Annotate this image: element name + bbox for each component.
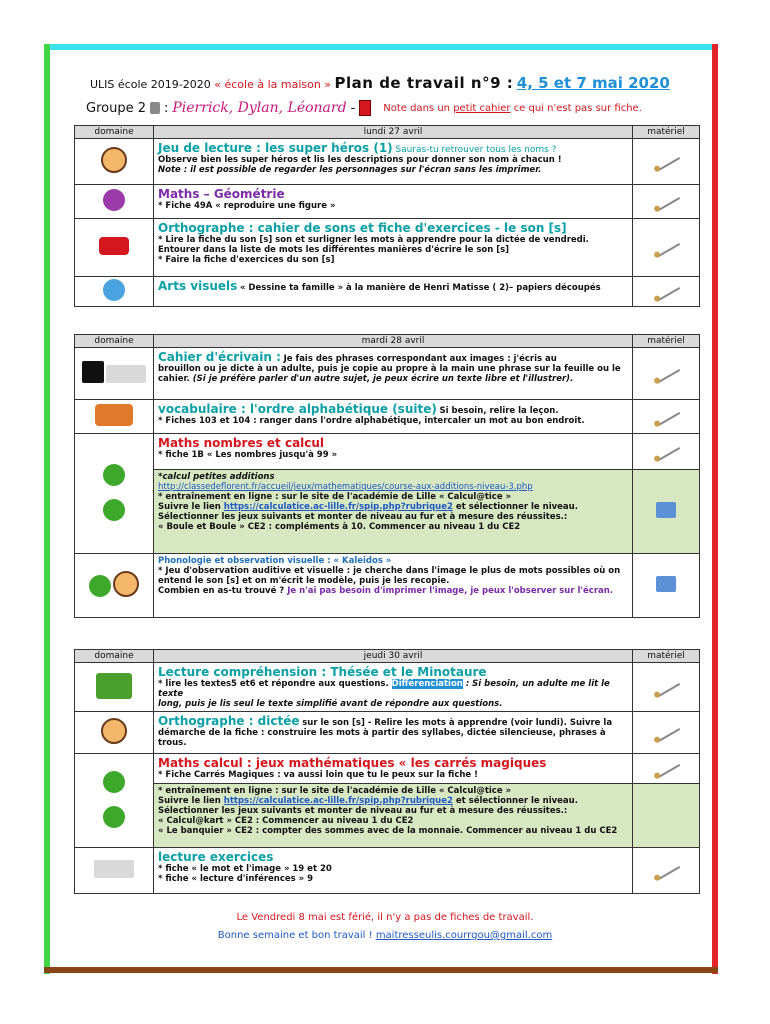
table-header-row	[75, 650, 700, 663]
top-border	[44, 44, 718, 50]
activity-line: Si besoin, relire la leçon.	[439, 406, 559, 416]
activity-line: Suivre le lien	[158, 502, 221, 512]
activity-line: « Le banquier » CE2 : compter des sommes avec de la monnaie. Commencer au niveau 1 du CE2	[158, 826, 618, 836]
table-row	[75, 712, 700, 754]
activity-title: Orthographe : cahier de sons et fiche d'exercices - le son [s]	[158, 221, 567, 235]
activity-line: brouillon ou je dicte à un adulte, puis je copie au propre à la main une phrase sur la feuille ou le	[158, 364, 621, 374]
activity-line: entend le son [s] et on m'écrit le modèle, puis je les recopie.	[158, 576, 450, 586]
activity-line: * Jeu d'observation auditive et visuelle : je cherche dans l'image le plus de mots possibles où on	[158, 566, 621, 576]
activity-line: * Fiche Carrés Magiques : va aussi loin que tu le peux sur la fiche !	[158, 770, 479, 780]
math-apple-icon	[103, 771, 125, 793]
day-label: mardi 28 avril	[154, 335, 633, 348]
activity-title: Lecture compréhension : Thésée et le Minotaure	[158, 665, 487, 679]
table-row	[75, 848, 700, 894]
differenciation-highlight: Différenciation	[391, 679, 463, 689]
activity-line: Entourer dans la liste de mots les différentes manières d'écrire le son [s]	[158, 245, 510, 255]
pencil-material-icon	[652, 188, 681, 211]
pencil-material-icon	[652, 234, 681, 257]
vocabulary-icon	[95, 404, 133, 426]
activity-note: Note : il est possible de regarder les personnages sur l'écran sans les imprimer.	[158, 165, 542, 175]
activity-line: * fiche « le mot et l'image » 19 et 20	[158, 864, 332, 874]
exercise-icon	[94, 860, 134, 878]
reading-book-icon	[96, 673, 132, 699]
table-row	[75, 139, 700, 185]
group-note	[383, 103, 642, 114]
col-domaine: domaine	[75, 126, 154, 139]
calc-link[interactable]: http://classedeflorent.fr/accueil/jeux/mathematiques/course-aux-additions-niveau-3.php	[158, 482, 533, 492]
table-row	[75, 219, 700, 277]
pencil-material-icon	[652, 148, 681, 171]
closing-line	[0, 930, 770, 941]
group-label: Groupe 2	[86, 100, 146, 116]
abc-icon	[106, 365, 146, 383]
activity-title: Phonologie et observation visuelle : « Kaleidos »	[158, 556, 392, 566]
computer-icon	[656, 502, 676, 518]
activity-line-violet: Je n'ai pas besoin d'imprimer l'image, je peux l'observer sur l'écran.	[287, 586, 614, 596]
col-domaine: domaine	[75, 650, 154, 663]
arts-icon	[103, 279, 125, 301]
reading-kid-icon	[101, 147, 127, 173]
activity-line: * Lire la fiche du son [s] son et surligner les mots à apprendre pour la dictée de vendredi.	[158, 235, 589, 245]
activity-line: cahier.	[158, 374, 190, 384]
activity-title: vocabulaire : l'ordre alphabétique (suite)	[158, 402, 437, 416]
activity-line: * fiche « lecture d'inférences » 9	[158, 874, 314, 884]
col-materiel: matériel	[633, 335, 700, 348]
day-label: lundi 27 avril	[154, 126, 633, 139]
math-apple-icon	[89, 575, 111, 597]
col-domaine: domaine	[75, 335, 154, 348]
calculatice-link[interactable]: https://calculatice.ac-lille.fr/spip.php?rubrique2	[223, 796, 453, 806]
activity-line: « Calcul@kart » CE2 : Commencer au niveau 1 du CE2	[158, 816, 414, 826]
activity-line: * entraînement en ligne : sur le site de l'académie de Lille « Calcul@tice »	[158, 492, 512, 502]
spelling-icon	[99, 237, 129, 255]
activity-line: Observe bien les super héros et lis les descriptions pour donner son nom à chacun !	[158, 155, 562, 165]
table-tuesday	[74, 334, 700, 618]
activity-line: Combien en as-tu trouvé ?	[158, 586, 285, 596]
pencil-material-icon	[652, 857, 681, 880]
pencil-material-icon	[652, 403, 681, 426]
activity-title: Cahier d'écrivain :	[158, 350, 281, 364]
activity-line: et sélectionner le niveau.	[455, 796, 578, 806]
calculatice-link[interactable]: https://calculatice.ac-lille.fr/spip.php?rubrique2	[223, 502, 453, 512]
activity-line-italic: : Si besoin, un adulte me lit le texte	[158, 679, 610, 699]
math-apple-icon	[103, 806, 125, 828]
table-row	[75, 554, 700, 618]
table-row	[75, 277, 700, 307]
activity-title: Orthographe : dictée	[158, 714, 300, 728]
note-link: petit cahier	[453, 102, 511, 114]
col-materiel: matériel	[633, 126, 700, 139]
activity-line: * Fiche 49A « reproduire une figure »	[158, 201, 336, 211]
notebook-icon	[359, 100, 371, 116]
table-header-row	[75, 126, 700, 139]
table-row	[75, 784, 700, 848]
email-link[interactable]: maitresseulis.courrgou@gmail.com	[375, 930, 553, 941]
activity-line: sur le son [s] - Relire les mots à apprendre (voir lundi). Suivre la	[302, 718, 613, 728]
dictation-icon	[101, 718, 127, 744]
table-row	[75, 400, 700, 434]
col-materiel: matériel	[633, 650, 700, 663]
page-dates: 4, 5 et 7 mai 2020	[516, 74, 670, 92]
activity-question: Sauras-tu retrouver tous les noms ?	[395, 145, 557, 155]
activity-line: Suivre le lien	[158, 796, 221, 806]
activity-line: démarche de la fiche : construire les mots à partir des syllabes, dictée silencieuse, phrases à trous.	[158, 728, 606, 748]
activity-line-italic: long, puis je lis seul le texte simplifié avant de répondre aux questions.	[158, 699, 503, 709]
activity-line-italic: (Si je préfère parler d'un autre sujet, je peux écrire un texte libre et l'illustrer).	[192, 374, 574, 384]
activity-line: Sélectionner les jeux suivants et monter de niveau au fur et à mesure des réussites.:	[158, 512, 568, 522]
pencil-material-icon	[652, 438, 681, 461]
activity-line: * lire les textes5 et6 et répondre aux questions.	[158, 679, 389, 689]
activity-line: Sélectionner les jeux suivants et monter de niveau au fur et à mesure des réussites.:	[158, 806, 568, 816]
activity-line: * fiche 1B « Les nombres jusqu'à 99 »	[158, 450, 338, 460]
table-row	[75, 663, 700, 712]
math-apple-icon	[103, 499, 125, 521]
day-label: jeudi 30 avril	[154, 650, 633, 663]
table-row	[75, 754, 700, 784]
pencil-material-icon	[652, 674, 681, 697]
table-row	[75, 470, 700, 554]
writing-icon	[82, 361, 104, 383]
pencil-material-icon	[652, 360, 681, 383]
activity-line: Je fais des phrases correspondant aux images : j'écris au	[283, 354, 557, 364]
activity-title: Arts visuels	[158, 279, 238, 293]
header-prefix: ULIS école 2019-2020	[90, 78, 211, 91]
activity-title: Jeu de lecture : les super héros (1)	[158, 141, 393, 155]
note-pre: Note dans un	[383, 102, 450, 114]
activity-line: * Faire la fiche d'exercices du son [s]	[158, 255, 335, 265]
pencil-material-icon	[652, 278, 681, 301]
page-header	[90, 74, 670, 92]
group-sep: -	[350, 100, 356, 116]
math-apple-icon	[103, 464, 125, 486]
closing-text: Bonne semaine et bon travail !	[217, 930, 373, 941]
activity-line: « Dessine ta famille » à la manière de Henri Matisse ( 2)– papiers découpés	[239, 283, 601, 293]
group-names: Pierrick, Dylan, Léonard	[172, 100, 347, 116]
pencil-material-icon	[652, 719, 681, 742]
table-monday	[74, 125, 700, 307]
table-row	[75, 434, 700, 470]
header-tag: « école à la maison »	[214, 78, 332, 91]
bottom-border	[44, 967, 718, 973]
right-border	[712, 44, 718, 974]
holiday-note: Le Vendredi 8 mai est férié, il n'y a pas de fiches de travail.	[236, 912, 534, 923]
table-row	[75, 185, 700, 219]
activity-line: et sélectionner le niveau.	[455, 502, 578, 512]
math-monster-icon	[103, 189, 125, 211]
activity-title: Maths – Géométrie	[158, 187, 285, 201]
group-line: Groupe 2 : Pierrick, Dylan, Léonard - Note dans un petit cahier ce qui n'est pas sur fiche.	[86, 100, 642, 116]
pencil-icon	[150, 102, 160, 114]
left-border	[44, 44, 50, 974]
kid-icon	[113, 571, 139, 597]
activity-title: lecture exercices	[158, 850, 274, 864]
table-row	[75, 348, 700, 400]
activity-line: * entraînement en ligne : sur le site de l'académie de Lille « Calcul@tice »	[158, 786, 512, 796]
activity-line: * Fiches 103 et 104 : ranger dans l'ordre alphabétique, intercaler un mot au bon endroit.	[158, 416, 585, 426]
activity-title: Maths calcul : jeux mathématiques « les carrés magiques	[158, 756, 547, 770]
table-header-row	[75, 335, 700, 348]
page-title: Plan de travail n°9 :	[334, 74, 514, 92]
computer-icon	[656, 576, 676, 592]
table-thursday	[74, 649, 700, 894]
activity-line: « Boule et Boule » CE2 : compléments à 10. Commencer au niveau 1 du CE2	[158, 522, 521, 532]
note-post: ce qui n'est pas sur fiche.	[513, 102, 642, 114]
activity-title: *calcul petites additions	[158, 472, 275, 482]
activity-title: Maths nombres et calcul	[158, 436, 325, 450]
pencil-material-icon	[652, 755, 681, 778]
